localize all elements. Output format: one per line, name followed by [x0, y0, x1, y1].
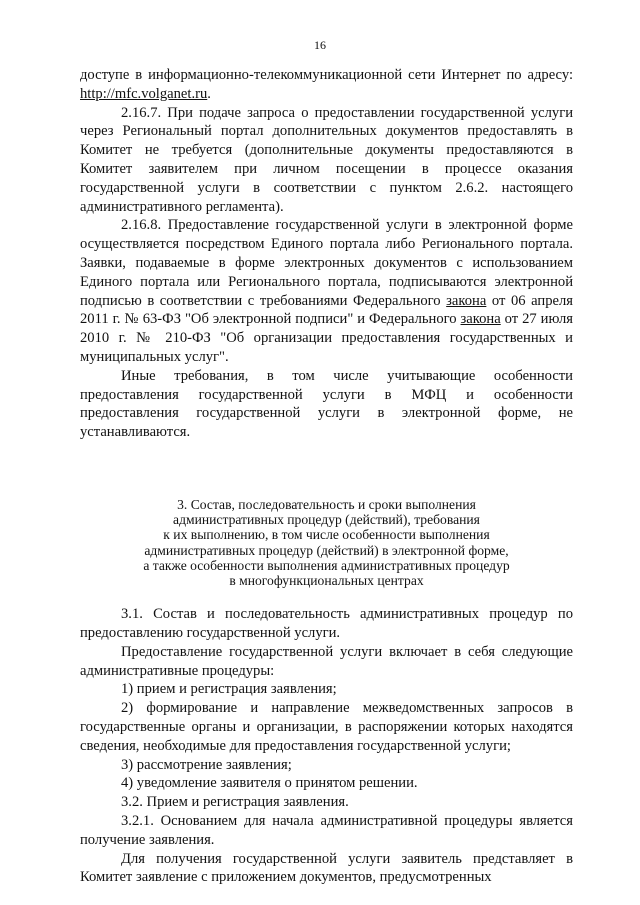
paragraph-3-2: 3.2. Прием и регистрация заявления. — [121, 794, 349, 811]
paragraph-procedures-intro: Предоставление государственной услуги включает в себя следующие административные процедуры: — [80, 643, 573, 679]
document-body — [80, 66, 573, 887]
paragraph-text: от 06 апреля 2011 г. № 63-ФЗ "Об электронной подписи" и Федерального — [80, 292, 573, 328]
paragraph-2-16-8 — [80, 216, 573, 366]
paragraph-other-requirements: Иные требования, в том числе учитывающие особенности предоставления государственной услуги в МФЦ и особенности предоставления государственной услуги в электронной форме, не устанавливаются. — [80, 367, 573, 441]
list-item-procedure-4: 4) уведомление заявителя о принятом решении. — [121, 775, 418, 792]
mfc-website-link[interactable]: http://mfc.volganet.ru — [80, 85, 208, 102]
heading-line: а также особенности выполнения административных процедур — [143, 557, 510, 573]
paragraph-text: 2.16.8. Предоставление государственной услуги в электронной форме осуществляется посредством Единого портала либо Регионального портала. Заявки, подаваемые в форме электронных документов с использованием Единого портала или Регионального портала, подписываются электронной подписью в соответствии с требованиями Федерального — [80, 217, 573, 309]
paragraph-application: Для получения государственной услуги заявитель представляет в Комитет заявление с приложением документов, предусмотренных — [80, 850, 573, 886]
page-number: 16 — [314, 38, 326, 52]
paragraph-text: доступе в информационно-телекоммуникационной сети Интернет по адресу: — [80, 67, 573, 83]
paragraph-3-1: 3.1. Состав и последовательность административных процедур по предоставлению государственной услуги. — [80, 606, 573, 641]
list-item-procedure-1: 1) прием и регистрация заявления; — [121, 681, 337, 698]
paragraph-text: . — [207, 85, 211, 102]
heading-line: административных процедур (действий), требования — [173, 512, 480, 528]
law-210-fz-link[interactable]: закона — [460, 311, 501, 328]
heading-line: административных процедур (действий) в электронной форме, — [144, 542, 509, 558]
law-63-fz-link[interactable]: закона — [446, 292, 487, 309]
paragraph-mfc-address — [80, 66, 573, 104]
list-item-procedure-3: 3) рассмотрение заявления; — [121, 756, 292, 773]
paragraph-3-2-1: 3.2.1. Основанием для начала административной процедуры является получение заявления. — [80, 812, 573, 848]
heading-line: к их выполнению, в том числе особенности выполнения — [163, 527, 490, 543]
section-3-heading — [80, 497, 573, 588]
paragraph-2-16-7: 2.16.7. При подаче запроса о предоставлении государственной услуги через Региональный портал дополнительных документов предоставлять в Комитет не требуется (дополнительные документы предоставляются в Комитет заявителем при личном посещении в процессе оказания государственной услуги в соответствии с пунктом 2.6.2. настоящего административного регламента). — [80, 104, 573, 215]
heading-line: 3. Состав, последовательность и сроки выполнения — [177, 496, 476, 512]
list-item-procedure-2: 2) формирование и направление межведомственных запросов в государственные органы и организации, в распоряжении которых находятся сведения, необходимые для предоставления государственной услуги; — [80, 700, 573, 754]
paragraph-text: от 27 июля 2010 г. № 210-ФЗ "Об организации предоставления государственных и муниципальных услуг". — [80, 311, 573, 365]
heading-line: в многофункциональных центрах — [229, 572, 424, 588]
